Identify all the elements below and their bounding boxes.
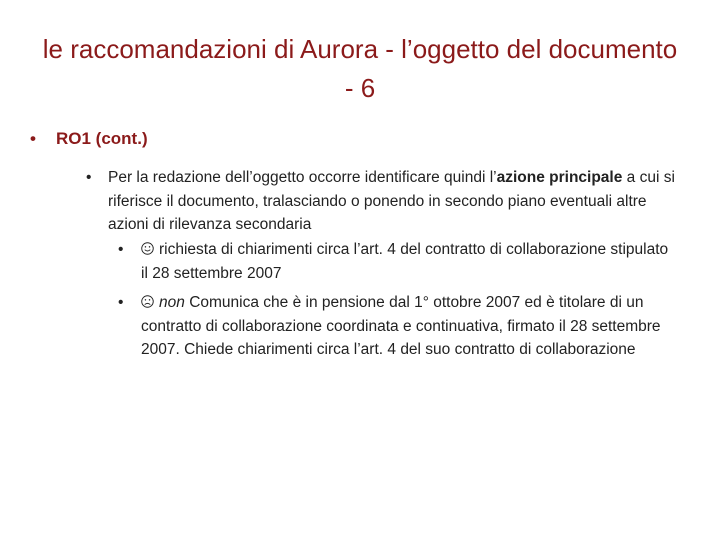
bullet-level1-text: RO1 (cont.) <box>56 129 148 148</box>
bullet-dot: • <box>118 294 124 311</box>
bullet-dot: • <box>86 169 92 186</box>
bullet-level3-text: Comunica che è in pensione dal 1° ottobre 2007 ed è titolare di un contratto di collaborazione coordinata e continuativa, firmato il 28 settembre 2007. Chiede chiarimenti circa l’art. 4 del suo contratto di collaborazione <box>141 294 661 358</box>
bullet-level3-positive-example <box>118 238 671 285</box>
frowny-face-icon <box>141 295 154 308</box>
bullet-dot: • <box>118 241 124 258</box>
bullet-level1 <box>30 128 690 150</box>
smiley-face-icon <box>141 242 154 255</box>
bullet-level3-italic-label: non <box>159 294 185 311</box>
bullet-level3-text: richiesta di chiarimenti circa l’art. 4 del contratto di collaborazione stipulato il 28 settembre 2007 <box>141 241 669 282</box>
bullet-level2-emphasis: azione principale <box>496 169 623 186</box>
bullet-level2-text-before: Per la redazione dell’oggetto occorre identificare quindi l’ <box>108 169 497 186</box>
bullet-level2-text-after: a cui si riferisce il documento, tralasciando o ponendo in secondo piano eventuali altre azioni di rilevanza secondaria <box>108 169 675 233</box>
bullet-level3-negative-example <box>118 291 671 362</box>
bullet-dot: • <box>30 129 36 148</box>
slide-title: le raccomandazioni di Aurora - l’oggetto del documento - 6 <box>42 34 678 103</box>
bullet-level2 <box>86 166 688 237</box>
